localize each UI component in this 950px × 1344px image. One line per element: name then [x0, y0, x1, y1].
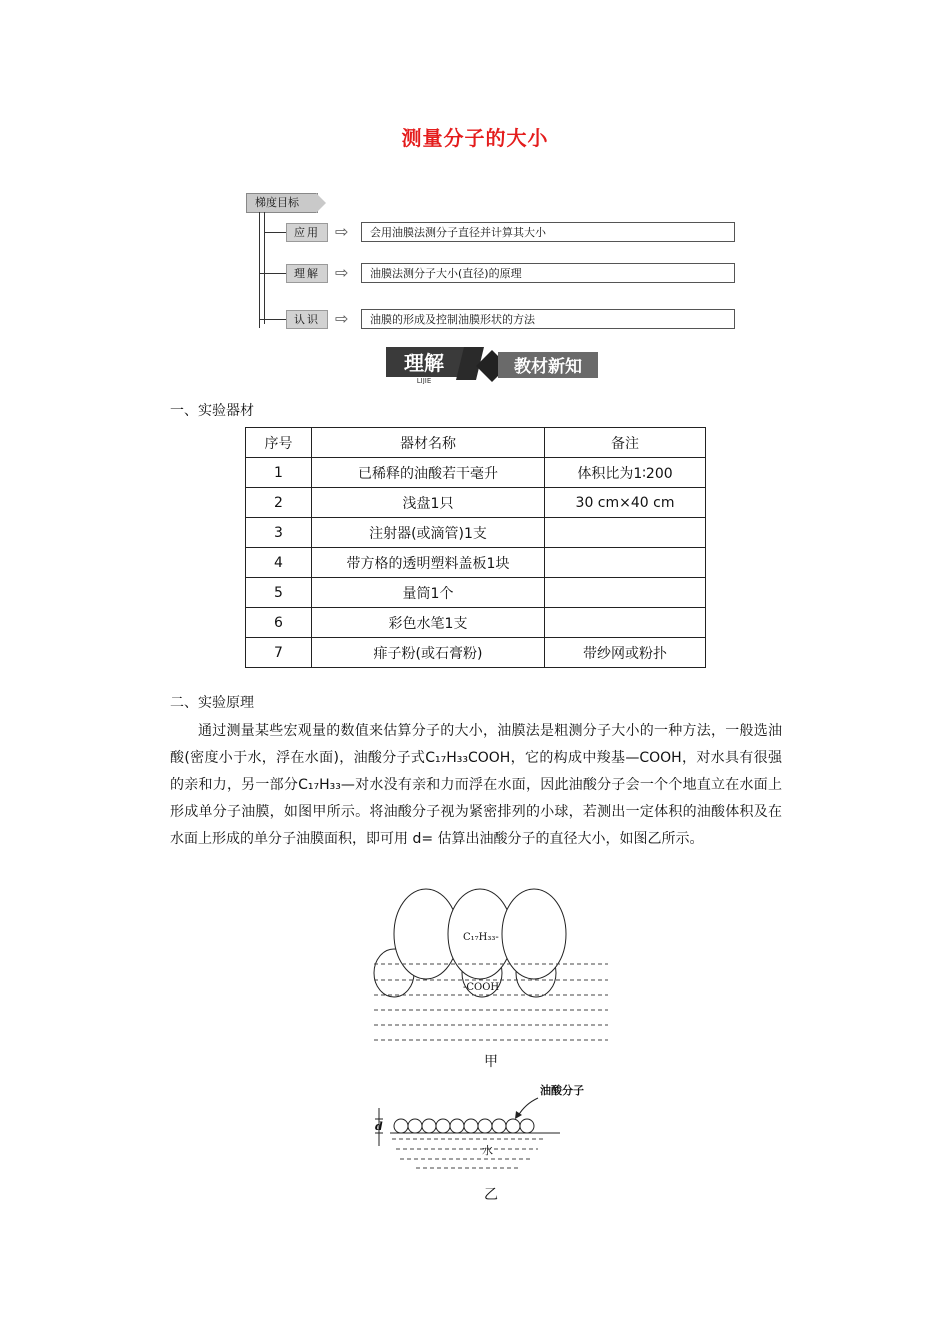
label-oleic-molecule: 油酸分子 — [540, 1084, 584, 1097]
cell — [545, 578, 706, 608]
page-title: 测量分子的大小 — [401, 126, 549, 150]
table-row — [246, 458, 706, 488]
cell: 注射器(或滴管)1支 — [312, 518, 545, 548]
cell — [545, 548, 706, 578]
cell: 1 — [246, 458, 312, 488]
col-header: 序号 — [246, 428, 312, 458]
cell: 5 — [246, 578, 312, 608]
label-cooh: -COOH — [463, 982, 500, 993]
banner-sub-text: LIJIE — [416, 377, 432, 384]
figure-b-caption: 乙 — [484, 1187, 498, 1203]
tree-branch — [264, 232, 286, 233]
goal-tag-apply: 应用 — [286, 223, 328, 242]
goal-text-apply: 会用油膜法测分子直径并计算其大小 — [361, 222, 735, 242]
cell: 3 — [246, 518, 312, 548]
tree-branch — [259, 319, 286, 320]
cell: 带纱网或粉扑 — [545, 638, 706, 668]
table-row — [246, 548, 706, 578]
table-header-row — [246, 428, 706, 458]
cell: 带方格的透明塑料盖板1块 — [312, 548, 545, 578]
arrow-icon: ⇨ — [335, 309, 349, 328]
col-header: 器材名称 — [312, 428, 545, 458]
goal-text-recognize: 油膜的形成及控制油膜形状的方法 — [361, 309, 735, 329]
goal-tag-recognize: 认识 — [286, 310, 328, 329]
cell — [545, 518, 706, 548]
cell: 量筒1个 — [312, 578, 545, 608]
tree-branch — [259, 273, 286, 274]
table-row — [246, 518, 706, 548]
col-header: 备注 — [545, 428, 706, 458]
cell: 彩色水笔1支 — [312, 608, 545, 638]
cell: 已稀释的油酸若干毫升 — [312, 458, 545, 488]
cell: 2 — [246, 488, 312, 518]
tree-line — [264, 212, 265, 324]
materials-table — [245, 427, 706, 668]
section1-heading: 一、实验器材 — [170, 403, 254, 419]
tree-line — [259, 212, 260, 328]
goals-header-arrow — [316, 193, 326, 213]
section2-heading: 二、实验原理 — [170, 695, 254, 711]
label-d: d — [375, 1120, 383, 1133]
cell: 6 — [246, 608, 312, 638]
cell: 体积比为1∶200 — [545, 458, 706, 488]
table-row — [246, 488, 706, 518]
figure-a-diagram — [370, 885, 612, 1050]
goal-text-understand: 油膜法测分子大小(直径)的原理 — [361, 263, 735, 283]
arrow-icon: ⇨ — [335, 222, 349, 241]
cell: 30 cm×40 cm — [545, 488, 706, 518]
cell: 浅盘1只 — [312, 488, 545, 518]
table-row — [246, 638, 706, 668]
cell: 4 — [246, 548, 312, 578]
cell: 痱子粉(或石膏粉) — [312, 638, 545, 668]
section-banner — [384, 344, 604, 384]
principle-paragraph: 通过测量某些宏观量的数值来估算分子的大小，油膜法是粗测分子大小的一种方法，一般选油酸(密度小于水，浮在水面)，油酸分子式C₁₇H₃₃COOH，它的构成中羧基—COOH，对水具有很强的亲和力，另一部分C₁₇H₃₃—对水没有亲和力而浮在水面，因此油酸分子会一个个地直立在水面上形成单分子油膜，如图甲所示。将油酸分子视为紧密排列的小球，若测出一定体积的油酸体积及在水面上形成的单分子油膜面积，即可用 d= 估算出油酸分子的直径大小，如图乙所示。 — [170, 723, 782, 847]
table-row — [246, 578, 706, 608]
figure-a-caption: 甲 — [484, 1054, 498, 1070]
cell: 7 — [246, 638, 312, 668]
goal-tag-understand: 理解 — [286, 264, 328, 283]
figure-b-diagram — [370, 1078, 632, 1178]
goals-header: 梯度目标 — [246, 193, 318, 213]
banner-left-text: 理解 — [404, 351, 444, 375]
cell — [545, 608, 706, 638]
arrow-icon: ⇨ — [335, 263, 349, 282]
label-water: 水 — [482, 1144, 493, 1157]
banner-right-text: 教材新知 — [514, 357, 582, 377]
table-row — [246, 608, 706, 638]
label-c17h33: C₁₇H₃₃- — [463, 932, 499, 943]
